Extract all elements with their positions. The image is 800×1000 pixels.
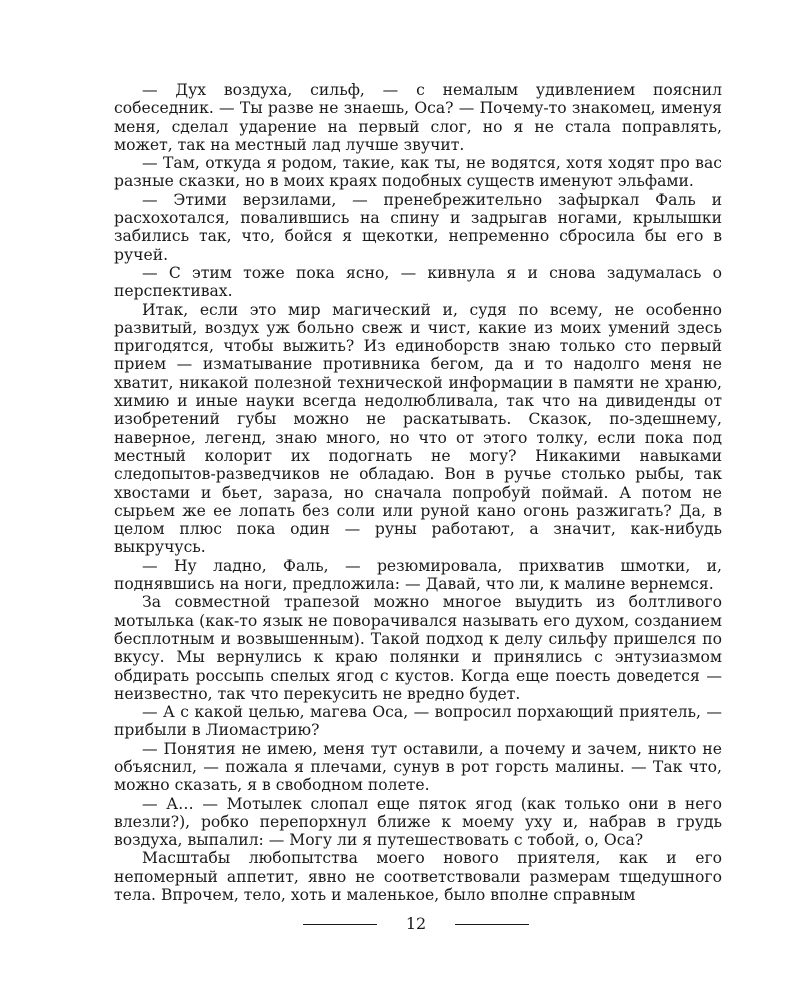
paragraph: — А с какой целью, магева Оса, — вопросил порхающий приятель, — прибыли в Лиомастрию?	[114, 703, 722, 740]
paragraph: — Этими верзилами, — пренебрежительно зафыркал Фаль и расхохотался, повалившись на спину и задрыгав ногами, крылышки забились так, что, бойся я щекотки, непременно сбросила бы его в ручей.	[114, 190, 722, 264]
paragraph: — Ну ладно, Фаль, — резюмировала, прихватив шмотки, и, поднявшись на ноги, предложила: — Давай, что ли, к малине вернемся.	[114, 556, 722, 594]
paragraph: — Понятия не имею, меня тут оставили, а почему и зачем, никто не объяснил, — пожала я плечами, сунув в рот горсть малины. — Так что, можно сказать, я в свободном полете.	[114, 739, 722, 795]
paragraph: — С этим тоже пока ясно, — кивнула я и снова задумалась о перспективах.	[114, 263, 722, 301]
paragraph: — А… — Мотылек слопал еще пяток ягод (как только они в него влезли?), робко перепорхнул ближе к моему уху и, набрав в грудь воздуха, выпалил: — Могу ли я путешествовать с тобой, о, Оса?	[114, 794, 722, 850]
page-footer	[0, 912, 800, 936]
body-text	[114, 81, 722, 904]
paragraph: — Там, откуда я родом, такие, как ты, не водятся, хотя ходят про вас разные сказки, но в моих краях подобных существ именуют эльфами.	[114, 154, 722, 191]
paragraph: Итак, если это мир магический и, судя по всему, не особенно развитый, воздух уж больно свеж и чист, какие из моих умений здесь пригодятся, чтобы выжить? Из единоборств знаю только сто первый прием — изматывание противника бегом, да и то надолго меня не хватит, никакой полезной технической информации в памяти не храню, химию и иные науки всегда недолюбливала, так что на дивиденды от изобретений губы можно не раскатывать. Сказок, по-здешнему, наверное, легенд, знаю много, но что от этого толку, если пока под местный колорит их подогнать не могу? Никакими навыками следопытов-разведчиков не обладаю. Вон в ручье столько рыбы, так хвостами и бьет, зараза, но сначала попробуй поймай. А потом не сырьем же ее лопать без соли или руной кано огонь разжигать? Да, в целом плюс пока один — руны работают, а значит, как-нибудь выкручусь.	[114, 300, 722, 557]
paragraph: — Дух воздуха, сильф, — с немалым удивлением пояснил собеседник. — Ты разве не знаешь, Оса? — Почему-то знакомец, именуя меня, сделал ударение на первый слог, но я не стала поправлять, может, так на местный лад лучше звучит.	[114, 81, 722, 154]
page-number: 12	[405, 914, 427, 933]
footer-rule-right	[455, 924, 529, 925]
paragraph: Масштабы любопытства моего нового приятеля, как и его непомерный аппетит, явно не соответствовали размерам тщедушного тела. Впрочем, тело, хоть и маленькое, было вполне справным	[114, 849, 722, 905]
footer-rule-left	[303, 924, 377, 925]
paragraph: За совместной трапезой можно многое выудить из болтливого мотылька (как-то язык не поворачивался называть его духом, созданием бесплотным и возвышенным). Такой подход к делу сильфу пришелся по вкусу. Мы вернулись к краю полянки и принялись с энтузиазмом обдирать россыпь спелых ягод с кустов. Когда еще поесть доведется — неизвестно, так что перекусить не вредно будет.	[114, 593, 722, 703]
